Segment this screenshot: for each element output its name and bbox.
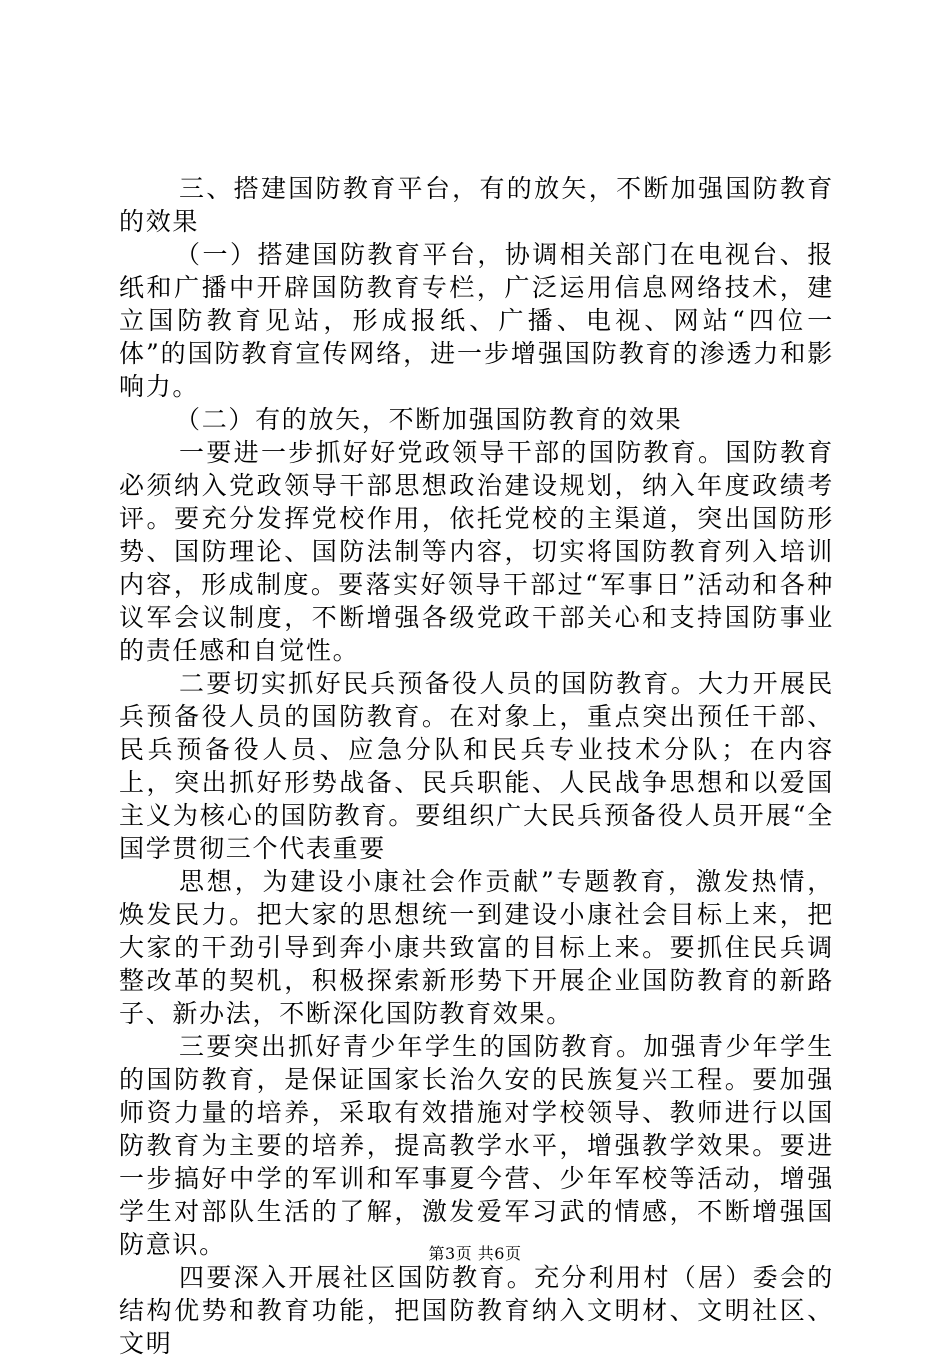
body-paragraph-militia: 二要切实抓好民兵预备役人员的国防教育。大力开展民兵预备役人员的国防教育。在对象上，重点突出预任干部、民兵预备役人员、应急分队和民兵专业技术分队；在内容上，突出抓好形势战备、民兵职能、人民战争思想和以爱国主义为核心的国防教育。要组织广大民兵预备役人员开展“全国学贯彻三个代表重要 [119, 669, 834, 863]
body-paragraph-community: 四要深入开展社区国防教育。充分利用村（居）委会的结构优势和教育功能，把国防教育纳入文明材、文明社区、文明 [119, 1263, 834, 1358]
section-heading: 三、搭建国防教育平台，有的放矢，不断加强国防教育的效果 [119, 174, 834, 236]
body-paragraph-students: 三要突出抓好青少年学生的国防教育。加强青少年学生的国防教育，是保证国家长治久安的民族复兴工程。要加强师资力量的培养，采取有效措施对学校领导、教师进行以国防教育为主要的培养，提高教学水平，增强教学效果。要进一步搞好中学的军训和军事夏今营、少年军校等活动，增强学生对部队生活的了解，激发爱军习武的情感，不断增强国防意识。 [119, 1032, 834, 1259]
subsection-heading-2: （二）有的放矢，不断加强国防教育的效果 [175, 405, 683, 434]
body-paragraph-militia-continued: 思想，为建设小康社会作贡献”专题教育，激发热情，焕发民力。把大家的思想统一到建设小康社会目标上来，把大家的干劲引导到奔小康共致富的目标上来。要抓住民兵调整改革的契机，积极探索新形势下开展企业国防教育的新路子、新办法，不断深化国防教育效果。 [119, 867, 834, 1028]
document-body [119, 172, 834, 1360]
subsection-paragraph-1: （一）搭建国防教育平台，协调相关部门在电视台、报纸和广播中开辟国防教育专栏，广泛运用信息网络技术，建立国防教育见站，形成报纸、广播、电视、网站“四位一体”的国防教育宣传网络，进一步增强国防教育的渗透力和影响力。 [119, 240, 834, 401]
page-number-footer: 第3页 共6页 [428, 1244, 522, 1263]
body-paragraph-leaders: 一要进一步抓好好党政领导干部的国防教育。国防教育必须纳入党政领导干部思想政治建设规划，纳入年度政绩考评。要充分发挥党校作用，依托党校的主渠道，突出国防形势、国防理论、国防法制等内容，切实将国防教育列入培训内容，形成制度。要落实好领导干部过“军事日”活动和各种议军会议制度，不断增强各级党政干部关心和支持国防事业的责任感和自觉性。 [119, 438, 834, 665]
